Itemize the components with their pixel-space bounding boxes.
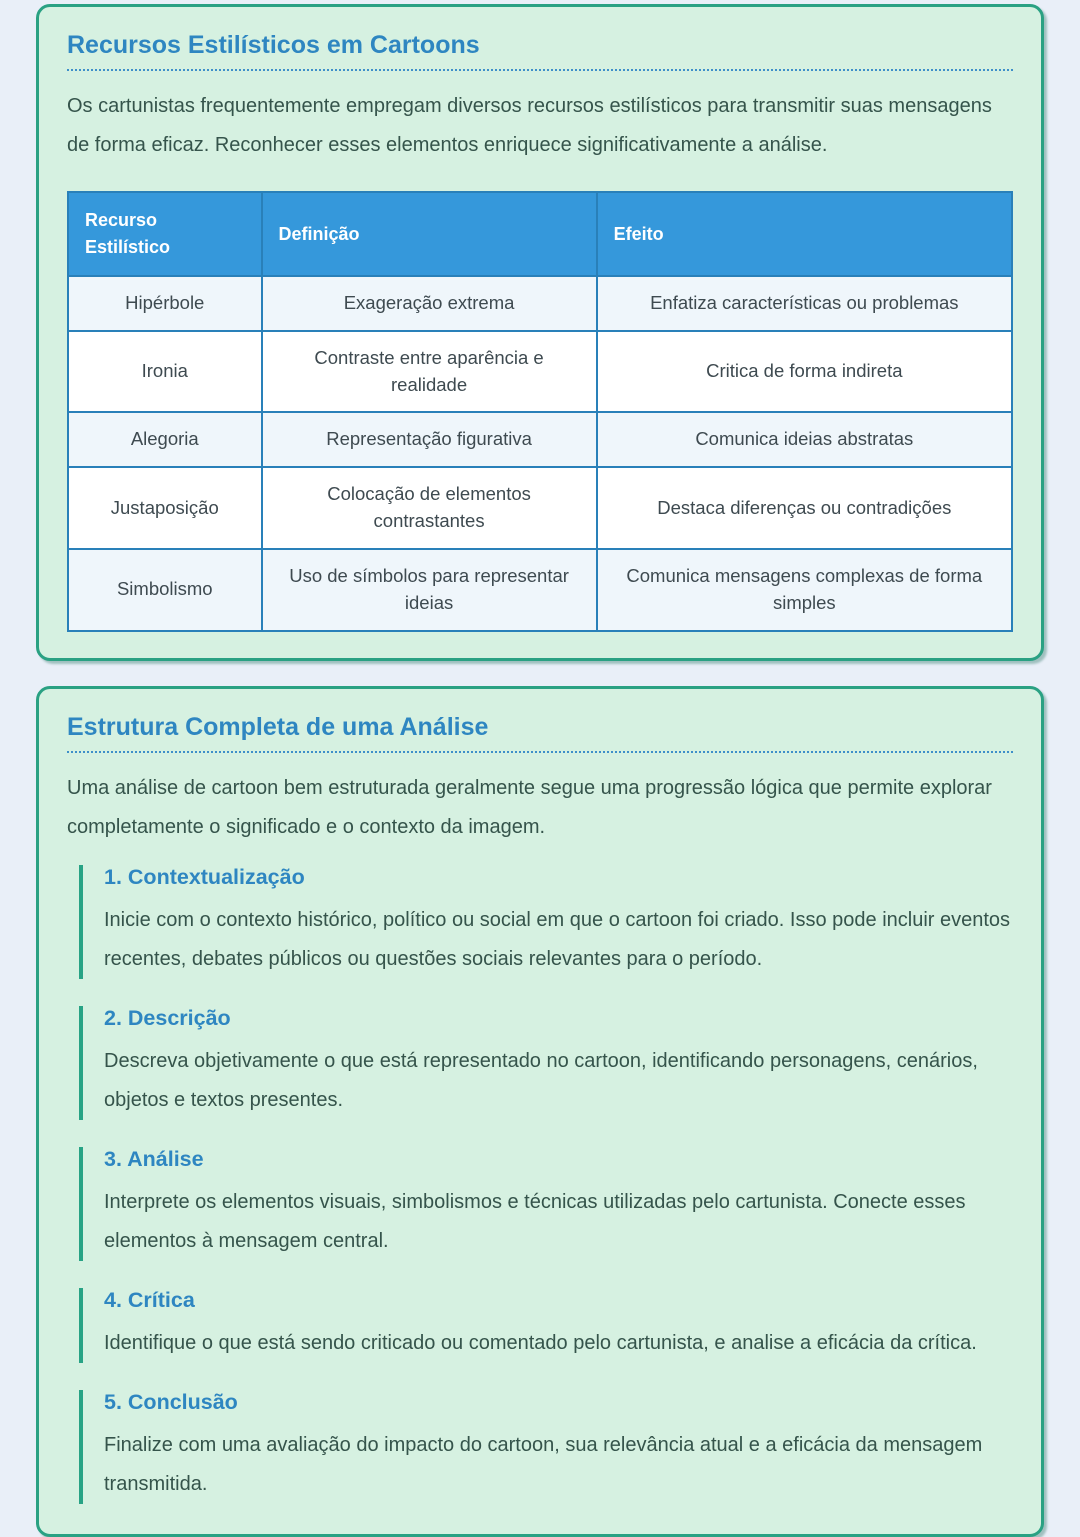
table-row xyxy=(68,467,1012,549)
step-title: 4. Crítica xyxy=(104,1287,195,1312)
table-row xyxy=(68,276,1012,331)
table-header-recurso: Recurso Estilístico xyxy=(68,192,262,276)
table-cell: Representação figurativa xyxy=(262,412,597,467)
table-cell: Ironia xyxy=(68,331,262,413)
step-title: 3. Análise xyxy=(104,1146,204,1171)
step-critica xyxy=(79,1288,1013,1363)
table-cell: Destaca diferenças ou contradições xyxy=(597,467,1012,549)
table-header-efeito: Efeito xyxy=(597,192,1012,276)
table-cell: Comunica mensagens complexas de forma simples xyxy=(597,549,1012,631)
table-cell: Alegoria xyxy=(68,412,262,467)
table-cell: Comunica ideias abstratas xyxy=(597,412,1012,467)
recursos-table xyxy=(67,191,1013,632)
table-cell: Justaposição xyxy=(68,467,262,549)
step-title: 5. Conclusão xyxy=(104,1389,238,1414)
table-cell: Enfatiza características ou problemas xyxy=(597,276,1012,331)
step-title: 2. Descrição xyxy=(104,1005,231,1030)
table-header-row xyxy=(68,192,1012,276)
estrutura-title: Estrutura Completa de uma Análise xyxy=(67,713,1013,753)
table-row xyxy=(68,412,1012,467)
recursos-card xyxy=(36,4,1044,661)
table-cell: Colocação de elementos contrastantes xyxy=(262,467,597,549)
table-cell: Exageração extrema xyxy=(262,276,597,331)
step-contextualizacao xyxy=(79,865,1013,979)
step-analise xyxy=(79,1147,1013,1261)
table-cell: Hipérbole xyxy=(68,276,262,331)
table-cell: Contraste entre aparência e realidade xyxy=(262,331,597,413)
recursos-intro: Os cartunistas frequentemente empregam diversos recursos estilísticos para transmitir suas mensagens de forma eficaz. Reconhecer esses elementos enriquece significativamente a análise. xyxy=(67,95,992,156)
step-body: Finalize com uma avaliação do impacto do cartoon, sua relevância atual e a eficácia da mensagem transmitida. xyxy=(104,1433,983,1495)
step-body: Identifique o que está sendo criticado ou comentado pelo cartunista, e analise a eficácia da crítica. xyxy=(104,1331,977,1354)
step-body: Inicie com o contexto histórico, político ou social em que o cartoon foi criado. Isso pode incluir eventos recentes, debates públicos ou questões sociais relevantes para o período. xyxy=(104,908,1011,970)
recursos-title: Recursos Estilísticos em Cartoons xyxy=(67,31,1013,71)
table-row xyxy=(68,549,1012,631)
step-descricao xyxy=(79,1006,1013,1120)
step-title: 1. Contextualização xyxy=(104,864,305,889)
step-body: Descreva objetivamente o que está representado no cartoon, identificando personagens, cenários, objetos e textos presentes. xyxy=(104,1049,978,1111)
estrutura-card xyxy=(36,686,1044,1537)
step-conclusao xyxy=(79,1390,1013,1504)
table-cell: Simbolismo xyxy=(68,549,262,631)
table-header-definicao: Definição xyxy=(262,192,597,276)
table-row xyxy=(68,331,1012,413)
table-cell: Critica de forma indireta xyxy=(597,331,1012,413)
estrutura-intro: Uma análise de cartoon bem estruturada geralmente segue uma progressão lógica que permite explorar completamente o significado e o contexto da imagem. xyxy=(67,776,992,838)
table-cell: Uso de símbolos para representar ideias xyxy=(262,549,597,631)
step-body: Interprete os elementos visuais, simbolismos e técnicas utilizadas pelo cartunista. Conecte esses elementos à mensagem central. xyxy=(104,1190,966,1252)
